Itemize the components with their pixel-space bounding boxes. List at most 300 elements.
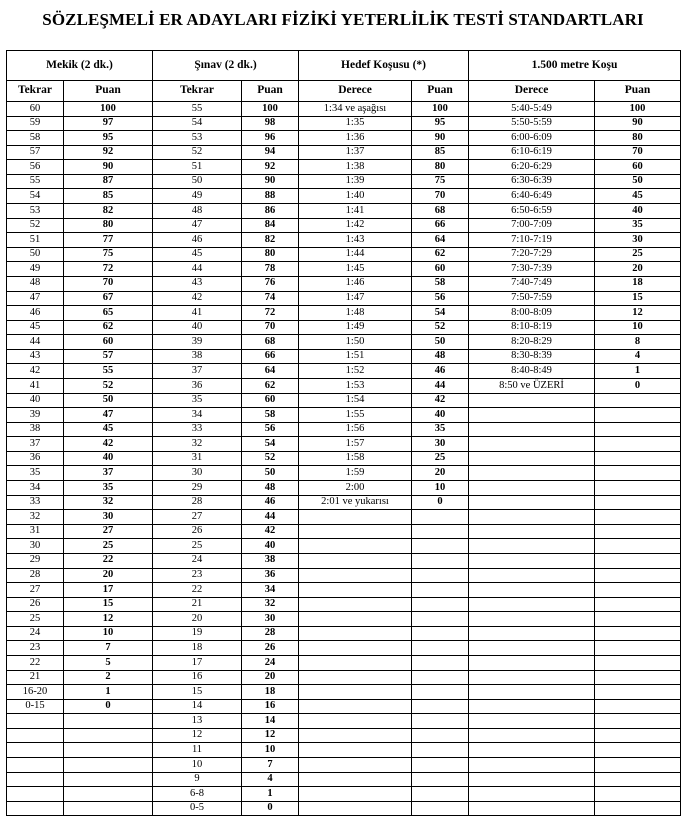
shuttle-score: 66 xyxy=(412,218,469,233)
empty-cell xyxy=(412,524,469,539)
empty-cell xyxy=(299,699,412,714)
empty-cell xyxy=(64,743,153,758)
empty-cell xyxy=(299,568,412,583)
situp-value: 22 xyxy=(7,655,64,670)
empty-cell xyxy=(412,612,469,627)
run1500-value: 8:30-8:39 xyxy=(469,349,595,364)
run1500-score: 1 xyxy=(595,364,681,379)
situp-value: 47 xyxy=(7,291,64,306)
empty-cell xyxy=(469,597,595,612)
situp-score: 70 xyxy=(64,276,153,291)
shuttle-score: 50 xyxy=(412,335,469,350)
empty-cell xyxy=(412,583,469,598)
empty-cell xyxy=(595,568,681,583)
situp-value: 28 xyxy=(7,568,64,583)
table-row xyxy=(7,612,681,627)
shuttle-score: 95 xyxy=(412,116,469,131)
situp-score: 55 xyxy=(64,364,153,379)
pushup-value: 28 xyxy=(153,495,242,510)
table-row xyxy=(7,204,681,219)
empty-cell xyxy=(7,728,64,743)
empty-cell xyxy=(469,801,595,816)
situp-score-header: Puan xyxy=(64,81,153,102)
empty-cell xyxy=(595,772,681,787)
pushup-score: 62 xyxy=(242,378,299,393)
pushup-score: 36 xyxy=(242,568,299,583)
shuttle-value: 1:57 xyxy=(299,437,412,452)
pushup-score: 86 xyxy=(242,204,299,219)
pushup-value: 6-8 xyxy=(153,787,242,802)
pushup-score: 46 xyxy=(242,495,299,510)
situp-value: 46 xyxy=(7,306,64,321)
table-row xyxy=(7,233,681,248)
pushup-value: 24 xyxy=(153,553,242,568)
empty-cell xyxy=(299,539,412,554)
run1500-value: 6:20-6:29 xyxy=(469,160,595,175)
empty-cell xyxy=(469,655,595,670)
pushup-value: 49 xyxy=(153,189,242,204)
pushup-score: 64 xyxy=(242,364,299,379)
empty-cell xyxy=(469,408,595,423)
shuttle-value: 1:43 xyxy=(299,233,412,248)
situp-score: 40 xyxy=(64,451,153,466)
empty-cell xyxy=(412,743,469,758)
run1500-score: 15 xyxy=(595,291,681,306)
empty-cell xyxy=(299,597,412,612)
situp-value: 37 xyxy=(7,437,64,452)
shuttle-value: 1:44 xyxy=(299,247,412,262)
table-row xyxy=(7,758,681,773)
table-row xyxy=(7,408,681,423)
pushup-value: 55 xyxy=(153,102,242,117)
empty-cell xyxy=(299,553,412,568)
table-row xyxy=(7,670,681,685)
empty-cell xyxy=(412,568,469,583)
page-title: SÖZLEŞMELİ ER ADAYLARI FİZİKİ YETERLİLİK TESTİ STANDARTLARI xyxy=(42,10,644,29)
table-row xyxy=(7,495,681,510)
shuttle-score: 20 xyxy=(412,466,469,481)
shuttle-score: 68 xyxy=(412,204,469,219)
table-row xyxy=(7,539,681,554)
table-row xyxy=(7,102,681,117)
empty-cell xyxy=(595,670,681,685)
situp-score: 5 xyxy=(64,655,153,670)
situp-value: 41 xyxy=(7,378,64,393)
run1500-value: 6:10-6:19 xyxy=(469,145,595,160)
empty-cell xyxy=(469,524,595,539)
pushup-score: 74 xyxy=(242,291,299,306)
situp-value: 27 xyxy=(7,583,64,598)
table-row xyxy=(7,437,681,452)
shuttle-value: 1:47 xyxy=(299,291,412,306)
situp-score: 27 xyxy=(64,524,153,539)
pushup-score: 0 xyxy=(242,801,299,816)
pushup-value: 32 xyxy=(153,437,242,452)
situp-score: 47 xyxy=(64,408,153,423)
situp-score: 7 xyxy=(64,641,153,656)
empty-cell xyxy=(469,393,595,408)
pushup-value: 53 xyxy=(153,131,242,146)
situp-score: 90 xyxy=(64,160,153,175)
empty-cell xyxy=(595,422,681,437)
situp-value: 52 xyxy=(7,218,64,233)
empty-cell xyxy=(299,787,412,802)
situp-score: 35 xyxy=(64,481,153,496)
situp-value: 60 xyxy=(7,102,64,117)
run1500-header: 1.500 metre Koşu xyxy=(469,51,681,81)
situp-score: 1 xyxy=(64,685,153,700)
situp-score: 87 xyxy=(64,174,153,189)
empty-cell xyxy=(412,626,469,641)
table-row xyxy=(7,466,681,481)
pushup-value: 14 xyxy=(153,699,242,714)
pushup-score: 10 xyxy=(242,743,299,758)
standards-table xyxy=(6,50,681,816)
table-row xyxy=(7,349,681,364)
table-row xyxy=(7,801,681,816)
pushup-value: 45 xyxy=(153,247,242,262)
empty-cell xyxy=(469,772,595,787)
run1500-value: 5:40-5:49 xyxy=(469,102,595,117)
empty-cell xyxy=(412,758,469,773)
situp-value: 59 xyxy=(7,116,64,131)
table-row xyxy=(7,743,681,758)
situp-value: 53 xyxy=(7,204,64,219)
situp-value: 0-15 xyxy=(7,699,64,714)
empty-cell xyxy=(595,583,681,598)
pushup-score: 26 xyxy=(242,641,299,656)
empty-cell xyxy=(595,787,681,802)
shuttle-score: 30 xyxy=(412,437,469,452)
empty-cell xyxy=(412,510,469,525)
pushup-score: 82 xyxy=(242,233,299,248)
pushup-score: 32 xyxy=(242,597,299,612)
empty-cell xyxy=(7,801,64,816)
pushup-value: 27 xyxy=(153,510,242,525)
shuttle-value: 1:48 xyxy=(299,306,412,321)
pushup-value: 35 xyxy=(153,393,242,408)
run1500-value: 5:50-5:59 xyxy=(469,116,595,131)
shuttle-value: 2:00 xyxy=(299,481,412,496)
run1500-value: 8:40-8:49 xyxy=(469,364,595,379)
empty-cell xyxy=(299,772,412,787)
situp-score: 72 xyxy=(64,262,153,277)
empty-cell xyxy=(299,670,412,685)
pushup-score: 7 xyxy=(242,758,299,773)
pushup-score: 12 xyxy=(242,728,299,743)
pushup-score: 88 xyxy=(242,189,299,204)
pushup-value: 9 xyxy=(153,772,242,787)
situp-score: 57 xyxy=(64,349,153,364)
empty-cell xyxy=(299,714,412,729)
empty-cell xyxy=(7,787,64,802)
situp-value: 38 xyxy=(7,422,64,437)
pushup-value: 25 xyxy=(153,539,242,554)
situp-score: 12 xyxy=(64,612,153,627)
run-score-header: Puan xyxy=(595,81,681,102)
empty-cell xyxy=(469,481,595,496)
situp-score: 92 xyxy=(64,145,153,160)
shuttle-value: 1:56 xyxy=(299,422,412,437)
situp-score: 30 xyxy=(64,510,153,525)
empty-cell xyxy=(64,787,153,802)
situp-value: 24 xyxy=(7,626,64,641)
shuttle-value: 1:42 xyxy=(299,218,412,233)
shuttle-value: 1:46 xyxy=(299,276,412,291)
empty-cell xyxy=(64,758,153,773)
run1500-value: 8:20-8:29 xyxy=(469,335,595,350)
empty-cell xyxy=(469,626,595,641)
situp-value: 43 xyxy=(7,349,64,364)
pushup-value: 51 xyxy=(153,160,242,175)
situp-value: 31 xyxy=(7,524,64,539)
pushup-value: 43 xyxy=(153,276,242,291)
sub-header-row xyxy=(7,81,681,102)
table-row xyxy=(7,160,681,175)
situp-score: 10 xyxy=(64,626,153,641)
empty-cell xyxy=(595,641,681,656)
table-row xyxy=(7,510,681,525)
situp-value: 56 xyxy=(7,160,64,175)
empty-cell xyxy=(595,495,681,510)
table-row xyxy=(7,291,681,306)
situp-value: 32 xyxy=(7,510,64,525)
run1500-value: 7:10-7:19 xyxy=(469,233,595,248)
table-row xyxy=(7,451,681,466)
empty-cell xyxy=(469,451,595,466)
shuttle-score-header: Puan xyxy=(412,81,469,102)
run1500-value: 6:40-6:49 xyxy=(469,189,595,204)
pushup-score: 20 xyxy=(242,670,299,685)
pushup-value: 22 xyxy=(153,583,242,598)
situp-value: 40 xyxy=(7,393,64,408)
table-row xyxy=(7,524,681,539)
run1500-score: 8 xyxy=(595,335,681,350)
empty-cell xyxy=(412,699,469,714)
situp-rep-header: Tekrar xyxy=(7,81,64,102)
pushup-value: 13 xyxy=(153,714,242,729)
situp-value: 49 xyxy=(7,262,64,277)
pushup-score: 90 xyxy=(242,174,299,189)
pushup-score: 66 xyxy=(242,349,299,364)
empty-cell xyxy=(299,626,412,641)
situp-value: 45 xyxy=(7,320,64,335)
pushup-score: 70 xyxy=(242,320,299,335)
empty-cell xyxy=(412,553,469,568)
pushup-score: 76 xyxy=(242,276,299,291)
pushup-value: 20 xyxy=(153,612,242,627)
empty-cell xyxy=(412,685,469,700)
empty-cell xyxy=(299,758,412,773)
table-row xyxy=(7,335,681,350)
situp-score: 45 xyxy=(64,422,153,437)
situp-value: 26 xyxy=(7,597,64,612)
run1500-score: 10 xyxy=(595,320,681,335)
table-row xyxy=(7,655,681,670)
empty-cell xyxy=(469,568,595,583)
shuttle-value: 1:53 xyxy=(299,378,412,393)
empty-cell xyxy=(299,743,412,758)
situp-score: 82 xyxy=(64,204,153,219)
pushup-value: 21 xyxy=(153,597,242,612)
situp-value: 30 xyxy=(7,539,64,554)
empty-cell xyxy=(299,655,412,670)
situp-score: 25 xyxy=(64,539,153,554)
empty-cell xyxy=(469,641,595,656)
empty-cell xyxy=(595,553,681,568)
pushup-value: 37 xyxy=(153,364,242,379)
empty-cell xyxy=(595,714,681,729)
run1500-score: 90 xyxy=(595,116,681,131)
empty-cell xyxy=(412,787,469,802)
table-row xyxy=(7,131,681,146)
run1500-value: 8:10-8:19 xyxy=(469,320,595,335)
run1500-score: 18 xyxy=(595,276,681,291)
shuttle-score: 40 xyxy=(412,408,469,423)
situp-score: 50 xyxy=(64,393,153,408)
run1500-value: 8:00-8:09 xyxy=(469,306,595,321)
pushup-score: 68 xyxy=(242,335,299,350)
table-row xyxy=(7,714,681,729)
empty-cell xyxy=(7,772,64,787)
situp-value: 58 xyxy=(7,131,64,146)
shuttle-value: 1:55 xyxy=(299,408,412,423)
pushup-score: 80 xyxy=(242,247,299,262)
empty-cell xyxy=(7,758,64,773)
pushup-value: 36 xyxy=(153,378,242,393)
shuttle-score: 25 xyxy=(412,451,469,466)
empty-cell xyxy=(595,743,681,758)
pushup-value: 30 xyxy=(153,466,242,481)
pushup-value: 38 xyxy=(153,349,242,364)
empty-cell xyxy=(412,728,469,743)
pushup-value: 15 xyxy=(153,685,242,700)
run1500-score: 30 xyxy=(595,233,681,248)
situp-score: 62 xyxy=(64,320,153,335)
empty-cell xyxy=(469,437,595,452)
empty-cell xyxy=(412,670,469,685)
pushup-score: 42 xyxy=(242,524,299,539)
empty-cell xyxy=(595,685,681,700)
situp-value: 54 xyxy=(7,189,64,204)
pushup-value: 10 xyxy=(153,758,242,773)
shuttle-value: 1:54 xyxy=(299,393,412,408)
shuttle-score: 60 xyxy=(412,262,469,277)
situp-score: 80 xyxy=(64,218,153,233)
run1500-value: 8:50 ve ÜZERİ xyxy=(469,378,595,393)
pushup-score: 1 xyxy=(242,787,299,802)
situp-value: 23 xyxy=(7,641,64,656)
pushup-score: 18 xyxy=(242,685,299,700)
situp-value: 50 xyxy=(7,247,64,262)
pushup-score: 100 xyxy=(242,102,299,117)
empty-cell xyxy=(412,801,469,816)
empty-cell xyxy=(469,714,595,729)
shuttle-score: 0 xyxy=(412,495,469,510)
run1500-score: 12 xyxy=(595,306,681,321)
pushup-score: 92 xyxy=(242,160,299,175)
empty-cell xyxy=(299,685,412,700)
pushup-score: 40 xyxy=(242,539,299,554)
pushup-value: 26 xyxy=(153,524,242,539)
shuttle-score: 100 xyxy=(412,102,469,117)
empty-cell xyxy=(7,743,64,758)
empty-cell xyxy=(595,466,681,481)
empty-cell xyxy=(412,597,469,612)
pushup-header: Şınav (2 dk.) xyxy=(153,51,299,81)
empty-cell xyxy=(412,714,469,729)
shuttle-score: 64 xyxy=(412,233,469,248)
pushup-score: 16 xyxy=(242,699,299,714)
empty-cell xyxy=(595,524,681,539)
empty-cell xyxy=(64,801,153,816)
table-row xyxy=(7,174,681,189)
empty-cell xyxy=(595,699,681,714)
situp-value: 35 xyxy=(7,466,64,481)
table-row xyxy=(7,320,681,335)
shuttle-time-header: Derece xyxy=(299,81,412,102)
empty-cell xyxy=(469,728,595,743)
table-row xyxy=(7,626,681,641)
table-row xyxy=(7,247,681,262)
empty-cell xyxy=(595,655,681,670)
table-row xyxy=(7,306,681,321)
shuttle-score: 35 xyxy=(412,422,469,437)
shuttle-value: 1:41 xyxy=(299,204,412,219)
shuttle-score: 58 xyxy=(412,276,469,291)
empty-cell xyxy=(595,728,681,743)
situp-score: 85 xyxy=(64,189,153,204)
empty-cell xyxy=(595,510,681,525)
situp-score: 67 xyxy=(64,291,153,306)
shuttle-value: 1:39 xyxy=(299,174,412,189)
run1500-score: 25 xyxy=(595,247,681,262)
table-row xyxy=(7,728,681,743)
empty-cell xyxy=(595,481,681,496)
shuttle-value: 1:37 xyxy=(299,145,412,160)
run1500-value: 7:40-7:49 xyxy=(469,276,595,291)
empty-cell xyxy=(595,408,681,423)
situp-score: 52 xyxy=(64,378,153,393)
table-row xyxy=(7,276,681,291)
run1500-score: 80 xyxy=(595,131,681,146)
empty-cell xyxy=(412,641,469,656)
pushup-score: 78 xyxy=(242,262,299,277)
table-row xyxy=(7,116,681,131)
empty-cell xyxy=(469,670,595,685)
shuttle-score: 10 xyxy=(412,481,469,496)
pushup-value: 31 xyxy=(153,451,242,466)
pushup-score: 44 xyxy=(242,510,299,525)
pushup-value: 50 xyxy=(153,174,242,189)
run1500-score: 70 xyxy=(595,145,681,160)
pushup-value: 34 xyxy=(153,408,242,423)
situp-value: 16-20 xyxy=(7,685,64,700)
table-row xyxy=(7,568,681,583)
pushup-score: 50 xyxy=(242,466,299,481)
empty-cell xyxy=(469,787,595,802)
table-row xyxy=(7,583,681,598)
empty-cell xyxy=(469,685,595,700)
shuttle-score: 62 xyxy=(412,247,469,262)
table-row xyxy=(7,218,681,233)
pushup-score: 96 xyxy=(242,131,299,146)
pushup-value: 12 xyxy=(153,728,242,743)
situp-score: 95 xyxy=(64,131,153,146)
shuttle-score: 48 xyxy=(412,349,469,364)
shuttle-score: 80 xyxy=(412,160,469,175)
situp-score: 2 xyxy=(64,670,153,685)
